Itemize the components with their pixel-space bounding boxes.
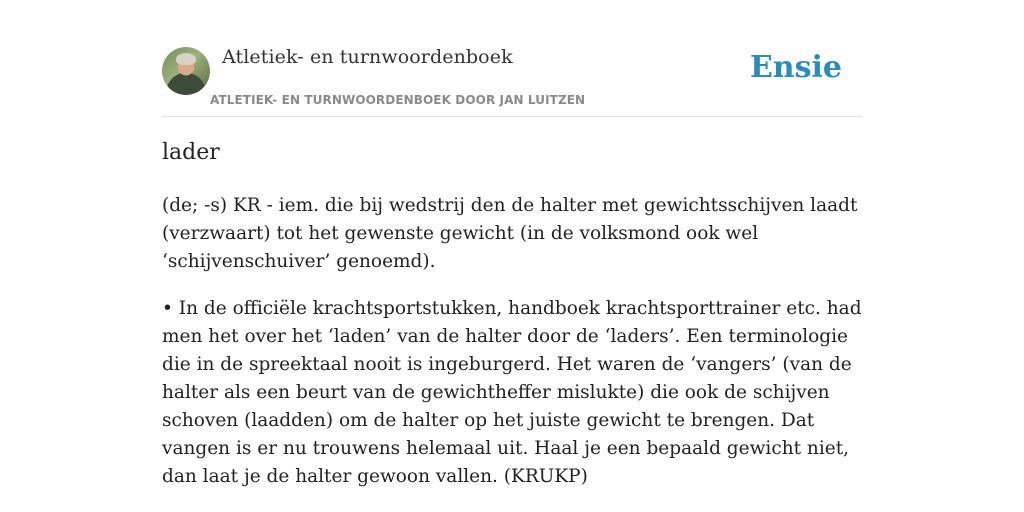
ensie-logo[interactable]: Ensie bbox=[749, 50, 842, 85]
entry-note: • In de officiële krachtsportstukken, handboek krachtsporttrainer etc. had men het over het ‘laden’ van de halter door de ‘laders’. Een terminologie die in de spreektaal nooit is ingeburgerd. Het waren de ‘vangers’ (van de halter als een beurt van de gewichtheffer mislukte) die ook de schijven schoven (laadden) om de halter op het juiste gewicht te brengen. Dat vangen is er nu trouwens helemaal uit. Haal je een bepaald gewicht niet, dan laat je de halter gewoon vallen. (KRUKP) bbox=[162, 298, 862, 487]
book-subtitle[interactable]: ATLETIEK- EN TURNWOORDENBOEK DOOR JAN LUITZEN bbox=[210, 93, 586, 107]
entry-headword: lader bbox=[162, 140, 220, 165]
book-title[interactable]: Atletiek- en turnwoordenboek bbox=[222, 46, 513, 68]
header bbox=[162, 45, 862, 117]
author-avatar[interactable] bbox=[162, 47, 210, 95]
avatar-hair bbox=[176, 53, 196, 65]
entry-definition: (de; -s) KR - iem. die bij wedstrij den de halter met gewichtsschijven laadt (verzwaart) tot het gewenste gewicht (in de volksmond ook wel ‘schijvenschuiver’ genoemd). bbox=[162, 195, 858, 272]
